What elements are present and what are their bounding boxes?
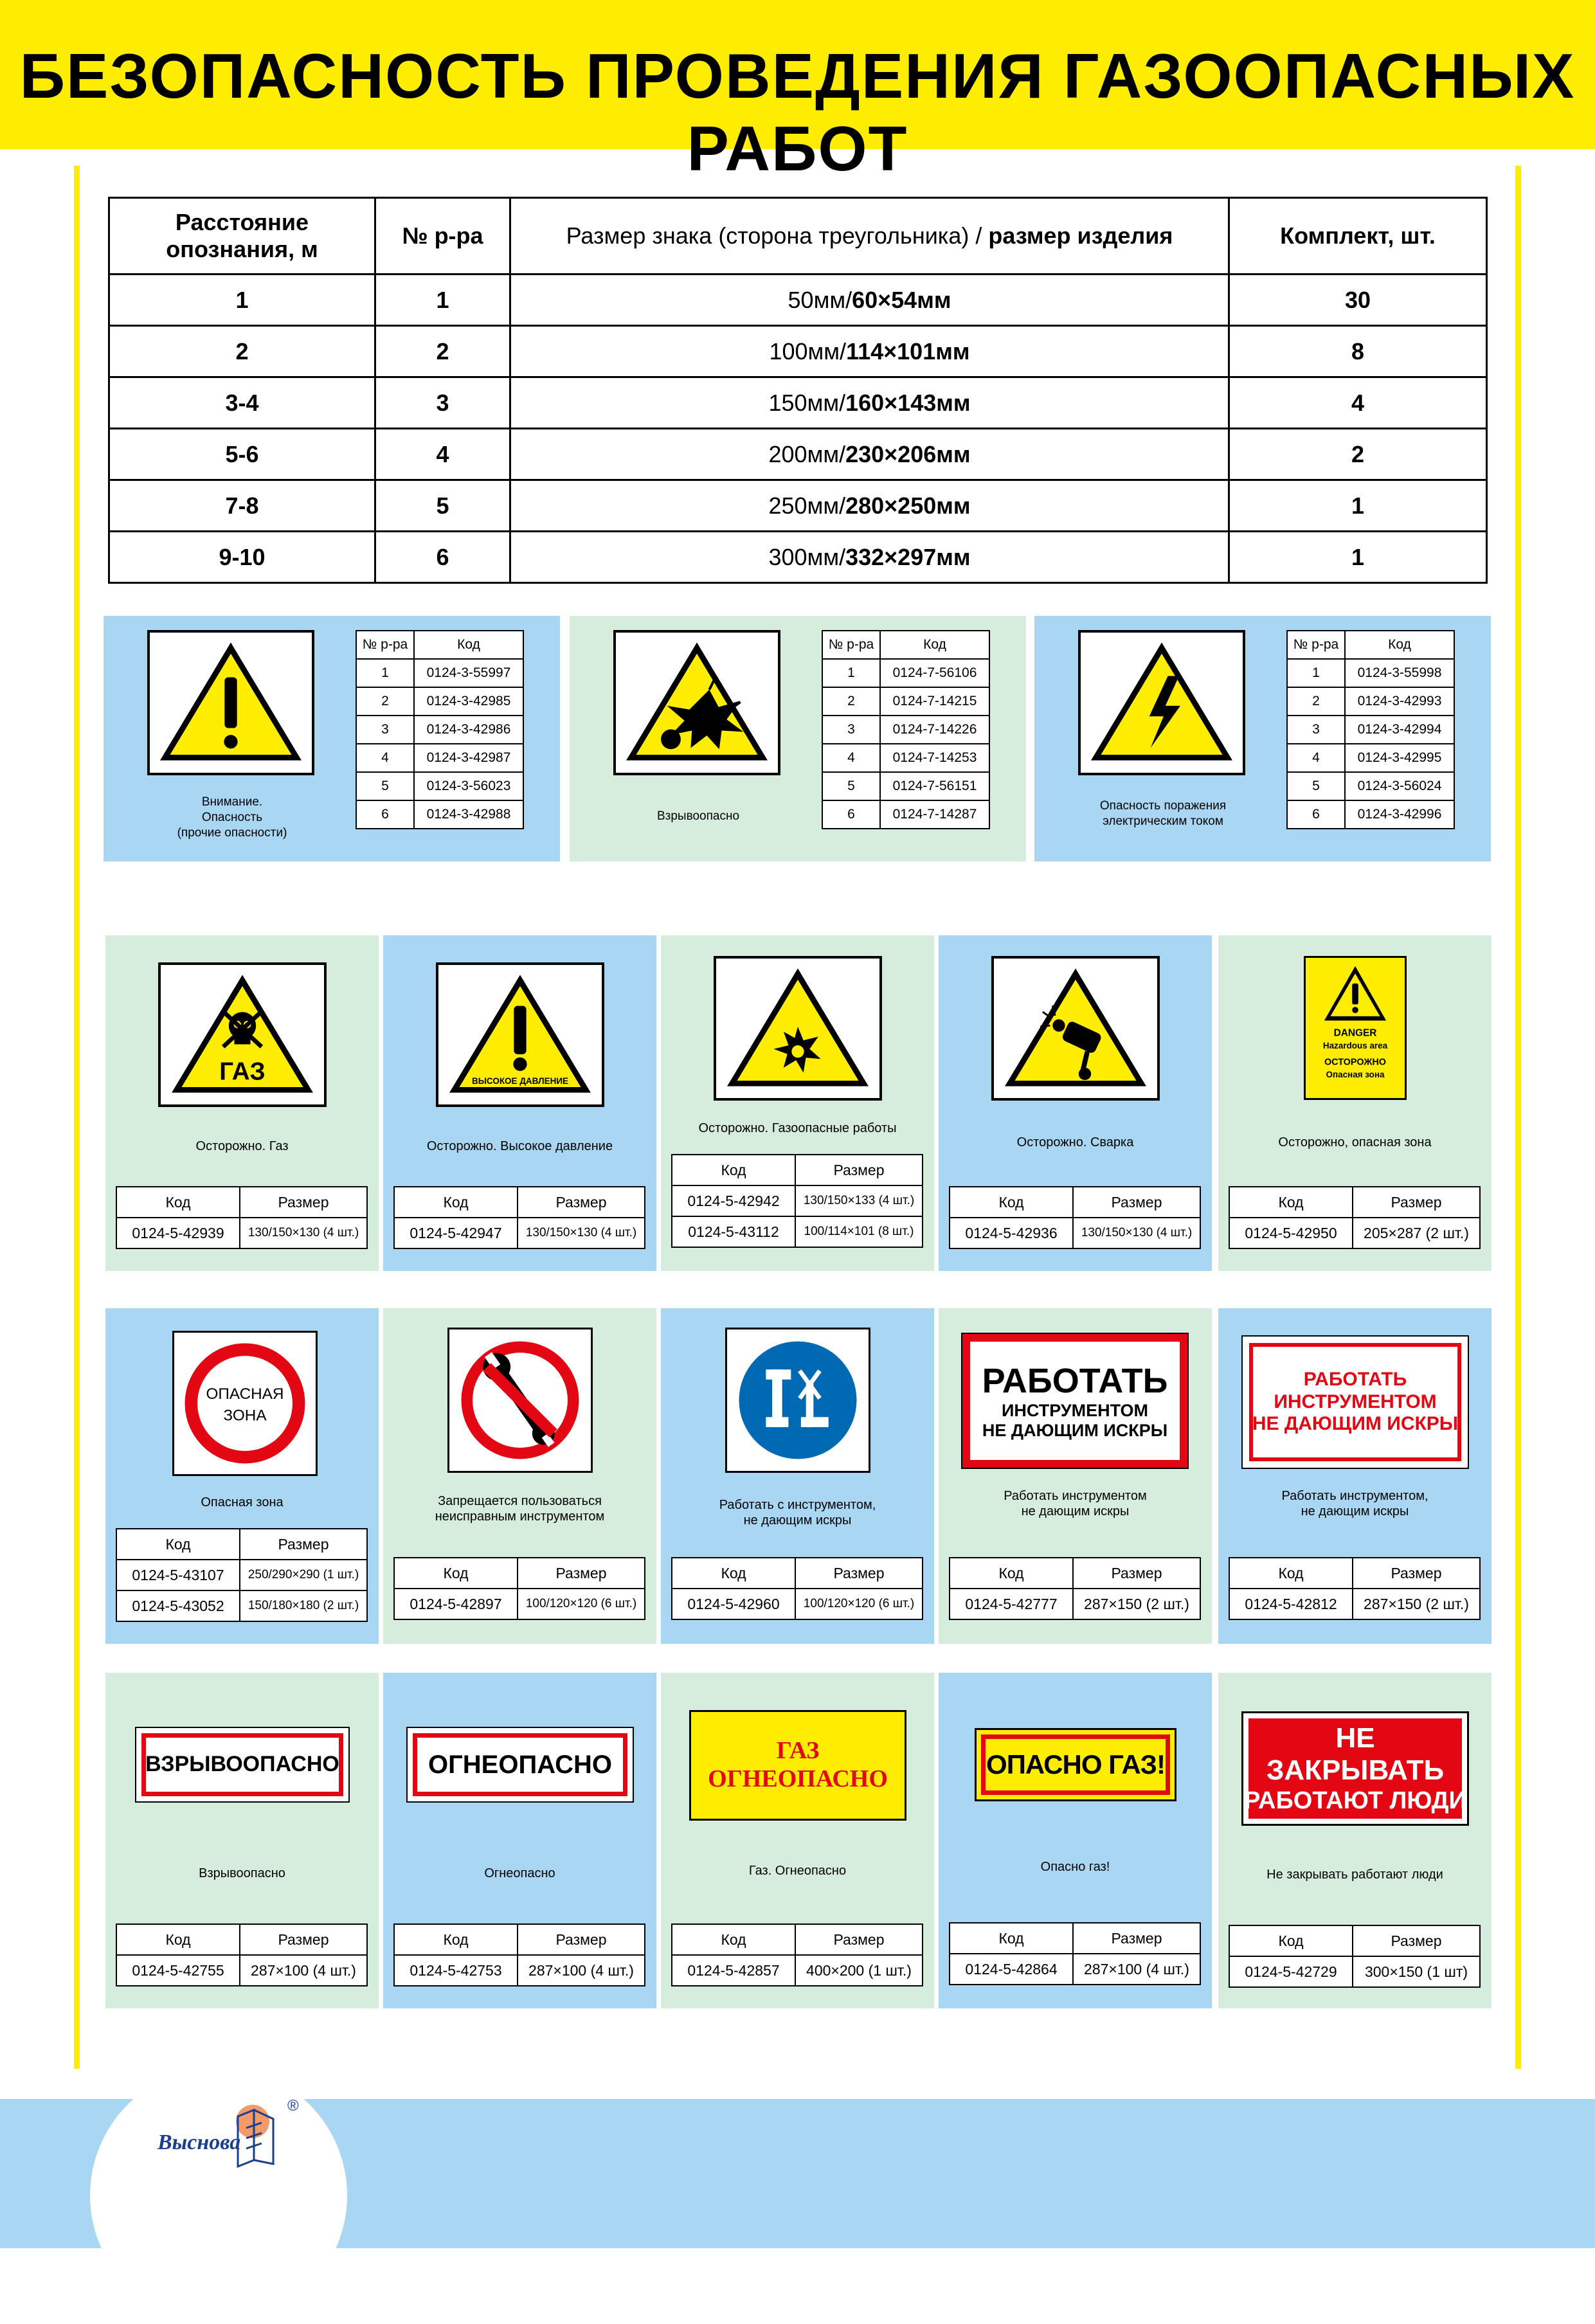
code-table: Код Размер 0124-5-42755 287×100 (4 шт.) bbox=[116, 1923, 368, 1986]
sign-high-pressure bbox=[436, 962, 604, 1107]
logo-text: Выснова bbox=[158, 2130, 241, 2154]
code-table: Код Размер 0124-5-42947 130/150×130 (4 шт.) bbox=[393, 1186, 645, 1249]
code-table: Код Размер 0124-5-42939 130/150×130 (4 шт.) bbox=[116, 1186, 368, 1249]
code-table: Код Размер 0124-5-42729 300×150 (1 шт) bbox=[1229, 1925, 1481, 1988]
svg-text:ОСТОРОЖНО: ОСТОРОЖНО bbox=[1324, 1057, 1387, 1068]
exclamation-triangle-icon bbox=[150, 633, 312, 773]
table-row: 5-6 4 200мм/230×206мм 2 bbox=[109, 429, 1487, 480]
skull-gas-triangle-icon bbox=[161, 965, 324, 1104]
panel-explosive bbox=[570, 616, 1026, 861]
sign-spark-free-tools bbox=[725, 1328, 870, 1473]
no-wrench-icon bbox=[449, 1329, 591, 1471]
code-table: Код Размер 0124-5-42812 287×150 (2 шт.) bbox=[1229, 1557, 1481, 1620]
caption: Работать с инструментом, не дающим искры bbox=[719, 1498, 876, 1527]
svg-text:ВЫСОКОЕ ДАВЛЕНИЕ: ВЫСОКОЕ ДАВЛЕНИЕ bbox=[471, 1076, 569, 1086]
caption: Опасная зона bbox=[201, 1495, 284, 1509]
svg-text:DANGER: DANGER bbox=[1333, 1027, 1377, 1039]
panel-spark-free-plate-1 bbox=[939, 1308, 1212, 1644]
danger-plate-icon bbox=[1306, 958, 1405, 1098]
header-num: № р-ра bbox=[375, 198, 510, 275]
panel-do-not-close-plate bbox=[1218, 1673, 1491, 2008]
panel-electric bbox=[1034, 616, 1491, 861]
panel-welding bbox=[939, 935, 1212, 1271]
code-table: Код Размер 0124-5-42942 130/150×133 (4 шт.) 0124-5-43112 100/114×101 (8 шт.) bbox=[671, 1154, 923, 1248]
explosion-triangle-icon bbox=[616, 633, 778, 773]
size-table-header bbox=[109, 198, 1487, 275]
table-row: 1 1 50мм/60×54мм 30 bbox=[109, 275, 1487, 326]
panel-spark-free-plate-2 bbox=[1218, 1308, 1491, 1644]
caption: Не закрывать работают люди bbox=[1266, 1868, 1443, 1882]
sign-general-danger bbox=[147, 630, 314, 775]
sign-explosive bbox=[613, 630, 780, 775]
lightning-triangle-icon bbox=[1081, 633, 1243, 773]
header-band bbox=[0, 0, 1595, 184]
sign-explosive-plate: ВЗРЫВООПАСНО bbox=[135, 1727, 350, 1803]
welding-triangle-icon bbox=[994, 959, 1157, 1098]
svg-text:ГАЗ: ГАЗ bbox=[219, 1058, 266, 1086]
code-table: № р-ра Код 1 0124-3-55998 2 0124-3-42993 3 0124-3-42994 4 0124-3-42995 5 0124-3-56024 6 0124-3-42996 bbox=[1286, 630, 1455, 829]
mandatory-tool-icon bbox=[727, 1329, 869, 1471]
caption: Работать инструментом не дающим искры bbox=[1004, 1489, 1147, 1518]
panel-spark-free-tools bbox=[661, 1308, 934, 1644]
panel-flammable-plate bbox=[383, 1673, 656, 2008]
svg-text:ОПАСНАЯ: ОПАСНАЯ bbox=[206, 1385, 284, 1403]
panel-danger-zone-circle bbox=[105, 1308, 379, 1644]
caption: Осторожно. Газ bbox=[195, 1139, 289, 1153]
sign-danger-zone bbox=[1304, 956, 1407, 1100]
panel-explosive-plate bbox=[105, 1673, 379, 2008]
right-rule bbox=[1515, 166, 1521, 2069]
registered-mark: ® bbox=[287, 2097, 299, 2114]
code-table: Код Размер 0124-5-42864 287×100 (4 шт.) bbox=[949, 1922, 1201, 1985]
code-table: № р-ра Код 1 0124-7-56106 2 0124-7-14215 3 0124-7-14226 4 0124-7-14253 5 0124-7-56151 6 0124-7-14287 bbox=[822, 630, 990, 829]
table-row: 3-4 3 150мм/160×143мм 4 bbox=[109, 377, 1487, 429]
code-table: Код Размер 0124-5-43107 250/290×290 (1 шт.) 0124-5-43052 150/180×180 (2 шт.) bbox=[116, 1528, 368, 1622]
code-table: № р-ра Код 1 0124-3-55997 2 0124-3-42985 3 0124-3-42986 4 0124-3-42987 5 0124-3-56023 6 0124-3-42988 bbox=[356, 630, 524, 829]
header-size: Размер знака (сторона треугольника) / размер изделия bbox=[510, 198, 1229, 275]
publisher-logo bbox=[158, 2097, 305, 2168]
caption: Взрывоопасно bbox=[656, 809, 740, 823]
code-table: Код Размер 0124-5-42960 100/120×120 (6 шт.) bbox=[671, 1557, 923, 1620]
sign-gas-flammable-plate: ГАЗ ОГНЕОПАСНО bbox=[689, 1710, 906, 1821]
table-row: 7-8 5 250мм/280×250мм 1 bbox=[109, 480, 1487, 532]
sign-caution-gas bbox=[158, 962, 327, 1107]
panel-gas-flammable-plate bbox=[661, 1673, 934, 2008]
caption: Осторожно. Высокое давление bbox=[426, 1139, 613, 1153]
panel-general-danger bbox=[104, 616, 560, 861]
page-title: БЕЗОПАСНОСТЬ ПРОВЕДЕНИЯ ГАЗООПАСНЫХ РАБОТ bbox=[19, 41, 1576, 184]
panel-caution-gas bbox=[105, 935, 379, 1271]
sign-danger-zone-circle bbox=[172, 1331, 318, 1476]
code-table: Код Размер 0124-5-42936 130/150×130 (4 шт.) bbox=[949, 1186, 1201, 1249]
caption: Газ. Огнеопасно bbox=[748, 1864, 847, 1878]
panel-high-pressure bbox=[383, 935, 656, 1271]
caption: Запрещается пользоваться неисправным инструментом bbox=[435, 1494, 605, 1524]
code-table: Код Размер 0124-5-42777 287×150 (2 шт.) bbox=[949, 1557, 1201, 1620]
sign-spark-free-plate-2: РАБОТАТЬ ИНСТРУМЕНТОМ НЕ ДАЮЩИМ ИСКРЫ bbox=[1241, 1335, 1469, 1469]
sign-flammable-plate: ОГНЕОПАСНО bbox=[406, 1727, 634, 1803]
sign-danger-gas-plate: ОПАСНО ГАЗ! bbox=[975, 1728, 1176, 1801]
svg-text:Hazardous area: Hazardous area bbox=[1322, 1040, 1388, 1050]
svg-text:Опасная зона: Опасная зона bbox=[1326, 1070, 1385, 1079]
caption: Опасность поражения электрическим током bbox=[1099, 799, 1227, 828]
panel-gas-works bbox=[661, 935, 934, 1271]
header-set: Комплект, шт. bbox=[1229, 198, 1487, 275]
code-table: Код Размер 0124-5-42857 400×200 (1 шт.) bbox=[671, 1923, 923, 1986]
header-distance: Расстояние опознания, м bbox=[109, 198, 375, 275]
panel-danger-gas-plate bbox=[939, 1673, 1212, 2008]
size-table bbox=[108, 197, 1488, 584]
caption: Работать инструментом, не дающим искры bbox=[1281, 1489, 1428, 1518]
prohibition-circle-icon bbox=[174, 1333, 316, 1474]
sign-do-not-close-plate: НЕ ЗАКРЫВАТЬ РАБОТАЮТ ЛЮДИ bbox=[1241, 1711, 1469, 1826]
caption: Взрывоопасно bbox=[199, 1866, 285, 1880]
caption: Опасно газ! bbox=[1040, 1860, 1110, 1874]
caption: Внимание. Опасность (прочие опасности) bbox=[177, 795, 287, 840]
star-triangle-icon bbox=[716, 959, 879, 1098]
caption: Огнеопасно bbox=[484, 1866, 555, 1880]
sign-spark-free-plate-1: РАБОТАТЬ ИНСТРУМЕНТОМ НЕ ДАЮЩИМ ИСКРЫ bbox=[962, 1334, 1187, 1468]
table-row: 9-10 6 300мм/332×297мм 1 bbox=[109, 532, 1487, 583]
panel-no-faulty-tools bbox=[383, 1308, 656, 1644]
high-pressure-triangle-icon bbox=[438, 965, 602, 1104]
caption: Осторожно. Газоопасные работы bbox=[698, 1121, 897, 1135]
sign-welding bbox=[991, 956, 1160, 1101]
panel-danger-zone bbox=[1218, 935, 1491, 1271]
caption: Осторожно. Сварка bbox=[1016, 1135, 1134, 1149]
sign-electric bbox=[1078, 630, 1245, 775]
sign-no-faulty-tools bbox=[447, 1328, 593, 1473]
caption: Осторожно, опасная зона bbox=[1278, 1135, 1432, 1149]
left-rule bbox=[74, 166, 80, 2069]
code-table: Код Размер 0124-5-42753 287×100 (4 шт.) bbox=[393, 1923, 645, 1986]
sign-gas-works bbox=[714, 956, 882, 1101]
svg-text:ЗОНА: ЗОНА bbox=[223, 1407, 267, 1425]
code-table: Код Размер 0124-5-42950 205×287 (2 шт.) bbox=[1229, 1186, 1481, 1249]
code-table: Код Размер 0124-5-42897 100/120×120 (6 шт.) bbox=[393, 1557, 645, 1620]
table-row: 2 2 100мм/114×101мм 8 bbox=[109, 326, 1487, 377]
